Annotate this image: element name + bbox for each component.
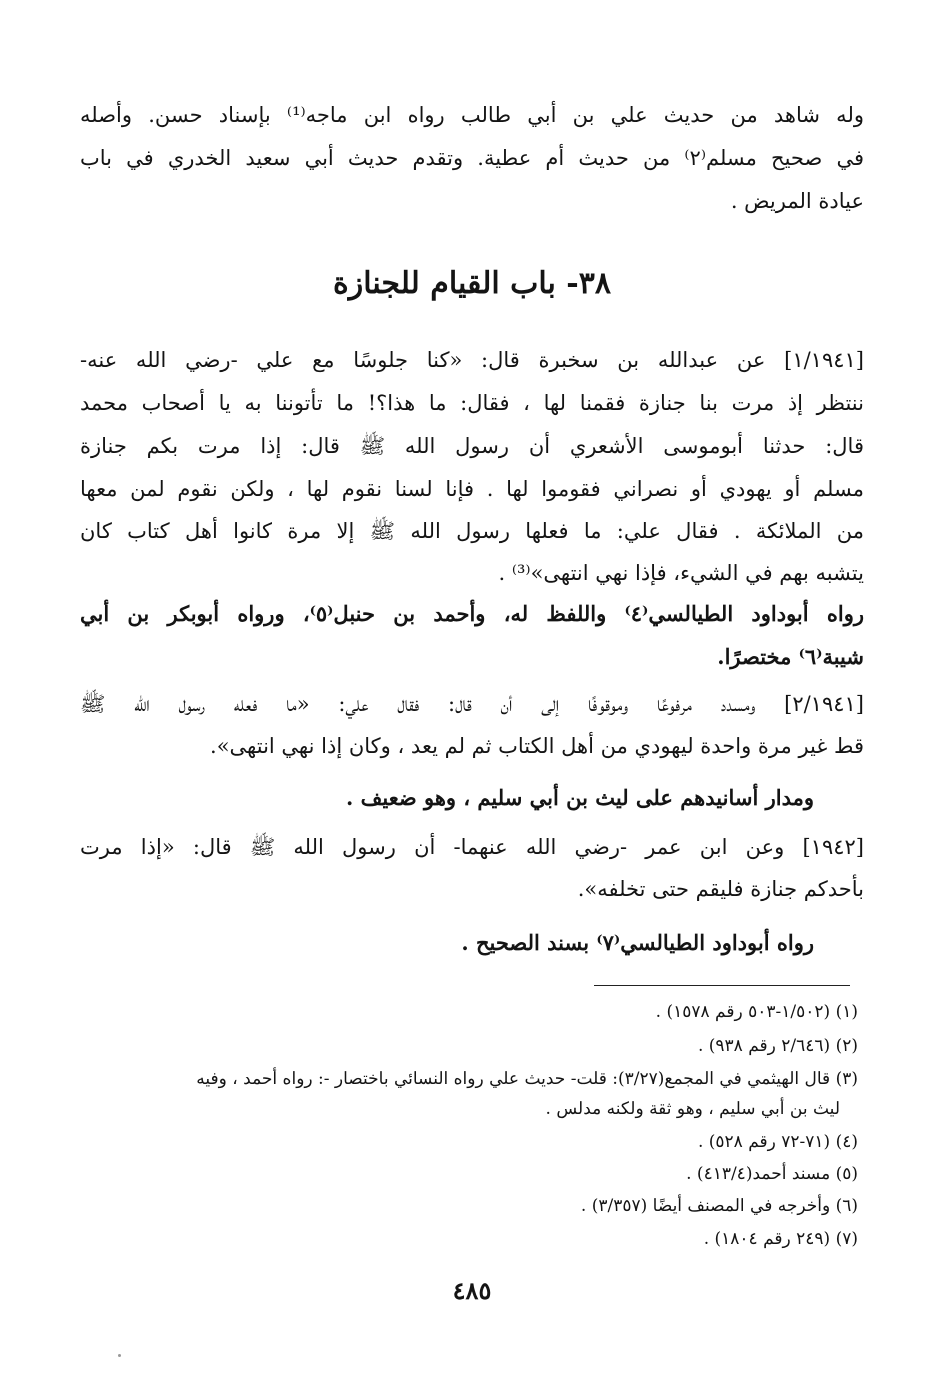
page-number: ٤٨٥ (452, 1276, 492, 1305)
hadith-line: ننتظر إذ مرت بنا جنازة فقمنا لها ، فقال: ما هذا؟! ما تأتوننا به يا أصحاب محمد (80, 391, 864, 415)
hadith-line: مسلم أو يهودي أو نصراني فقوموا لها . فإنا لسنا نقوم لها ، ولكن نقوم لمن معها (80, 477, 864, 501)
chapter-title: ٣٨- باب القيام للجنازة (332, 266, 611, 301)
intro-line: عيادة المريض . (730, 189, 864, 213)
hadith-line: [٢/١٩٤١] ومسدد مرفوعًا وموقوفًا إلى أن قال: فقال علي: «ما فعله رسول الله ﷺ (80, 692, 864, 716)
hadith-line: قال: حدثنا أبوموسى الأشعري أن رسول الله ﷺ قال: إذا مرت بكم جنازة (80, 434, 864, 458)
footnote: (٦) وأخرجه في المصنف أيضًا (٣/٣٥٧) . (580, 1196, 858, 1216)
hadith-line: [١/١٩٤١] عن عبدالله بن سخبرة قال: «كنا جلوسًا مع علي -رضي الله عنه- (80, 348, 864, 372)
hadith-line: بأحدكم جنازة فليقم حتى تخلفه». (577, 877, 864, 901)
scan-speck (118, 1354, 121, 1357)
isnad-note: ومدار أسانيدهم على ليث بن أبي سليم ، وهو ضعيف . (346, 785, 814, 810)
hadith-line: من الملائكة . فقال علي: ما فعلها رسول الله ﷺ إلا مرة كانوا أهل كتاب كان (80, 519, 864, 543)
footnote: (٤) (٧١-٧٢ رقم ٥٢٨) . (697, 1132, 858, 1152)
intro-line: في صحيح مسلم⁽٢⁾ من حديث أم عطية. وتقدم حديث أبي سعيد الخدري في باب (80, 146, 864, 170)
takhrij-line: رواه أبوداود الطيالسي⁽٤⁾ واللفظ له، وأحمد بن حنبل⁽٥⁾، ورواه أبوبكر بن أبي (80, 601, 864, 626)
takhrij-line: شيبة⁽٦⁾ مختصرًا. (717, 644, 864, 669)
footnote: (٣) قال الهيثمي في المجمع(٣/٢٧): قلت- حديث علي رواه النسائي باختصار -: رواه أحمد ، وفيه (196, 1069, 858, 1089)
footnote: (١) (١/٥٠٢-٥٠٣ رقم ١٥٧٨) . (655, 1002, 858, 1022)
footnote: ليث بن أبي سليم ، وهو ثقة ولكنه مدلس . (545, 1099, 840, 1119)
hadith-line: يتشبه بهم في الشيء، فإذا نهي انتهى»⁽³⁾ . (498, 561, 864, 585)
intro-line: وله شاهد من حديث علي بن أبي طالب رواه ابن ماجه⁽¹⁾ بإسناد حسن. وأصله (80, 103, 864, 127)
footnote: (٧) (٢٤٩ رقم ١٨٠٤) . (703, 1229, 858, 1249)
hadith-line: [١٩٤٢] وعن ابن عمر -رضي الله عنهما- أن رسول الله ﷺ قال: «إذا مرت (80, 835, 864, 859)
footnote: (٢) (٢/٦٤٦ رقم ٩٣٨) . (697, 1036, 858, 1056)
footnote: (٥) مسند أحمد(٤١٣/٤) . (686, 1164, 858, 1184)
footnote-separator (594, 985, 850, 986)
takhrij-line: رواه أبوداود الطيالسي⁽٧⁾ بسند الصحيح . (461, 930, 814, 955)
hadith-line: قط غير مرة واحدة ليهودي من أهل الكتاب ثم لم يعد ، وكان إذا نهي انتهى». (210, 734, 864, 758)
